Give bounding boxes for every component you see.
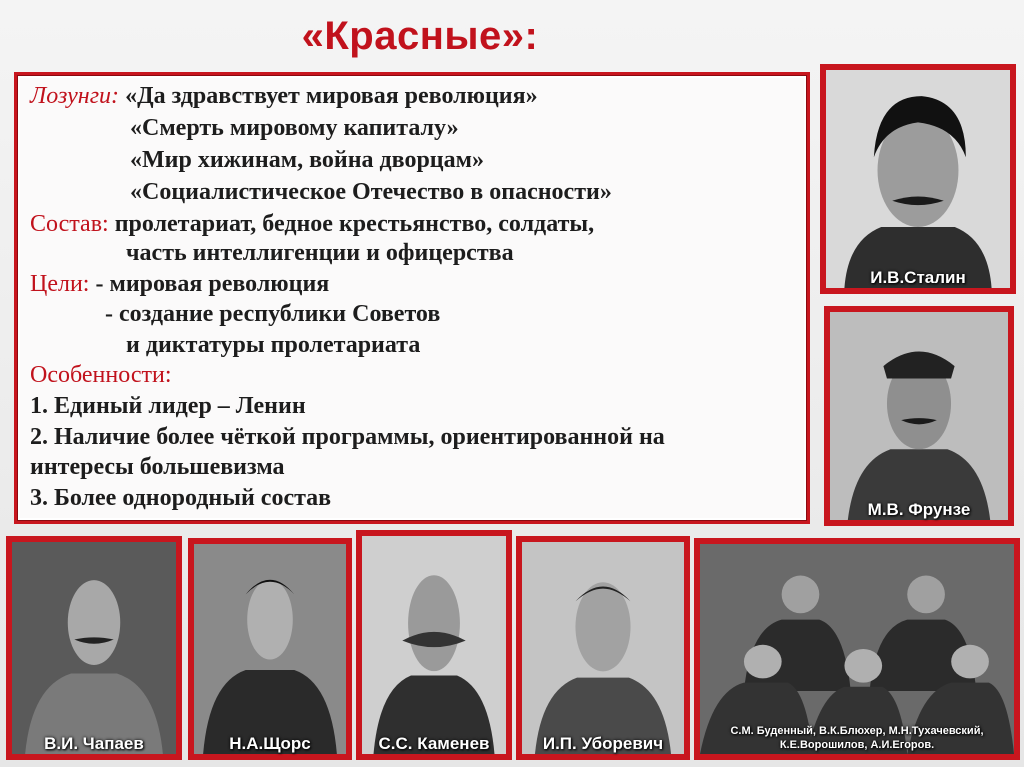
portrait-caption: Н.А.Щорс: [229, 734, 311, 753]
goals-text: - создание республики Советов: [105, 301, 441, 327]
goals-line-1: [30, 271, 329, 298]
group-caption-line: К.Е.Ворошилов, А.И.Егоров.: [779, 739, 935, 751]
composition-label: Состав: [30, 211, 103, 237]
slide-title: «Красные»:: [301, 14, 539, 58]
composition-text: часть интеллигенции и офицерства: [126, 240, 514, 266]
portrait-shchors: [188, 538, 352, 760]
features-label: Особенности: [30, 362, 165, 388]
features-sep: :: [164, 362, 172, 388]
slogan-item: «Социалистическое Отечество в опасности»: [130, 179, 612, 205]
features-text: 3. Более однородный состав: [30, 485, 332, 511]
portrait-chapaev: [6, 536, 182, 760]
goals-label: Цели:: [30, 271, 90, 297]
portrait-stalin: [820, 64, 1016, 294]
portrait-image: [522, 542, 684, 754]
group-caption-line: С.М. Буденный, В.К.Блюхер, М.Н.Тухачевский,: [730, 725, 984, 737]
portrait-image: [12, 542, 176, 754]
portrait-caption: М.В. Фрунзе: [867, 500, 971, 519]
portrait-uborevich: [516, 536, 690, 760]
composition-sep: :: [102, 211, 109, 237]
slogans-line-1: [30, 83, 538, 110]
features-heading: [30, 362, 171, 389]
portrait-image: [700, 544, 1014, 754]
goals-text: и диктатуры пролетариата: [126, 332, 421, 358]
composition-text: пролетариат, бедное крестьянство, солдаты,: [114, 211, 595, 237]
portrait-image: [362, 536, 506, 754]
features-text: 2. Наличие более чёткой программы, ориентированной на: [30, 424, 665, 450]
slogan-item: «Мир хижинам, война дворцам»: [130, 147, 484, 173]
slogans-label: Лозунги:: [30, 83, 120, 109]
portrait-kamenev: [356, 530, 512, 760]
portrait-frunze: [824, 306, 1014, 526]
portrait-image: [826, 70, 1010, 288]
portrait-image: [830, 312, 1008, 520]
portrait-caption: И.В.Сталин: [870, 268, 966, 287]
goals-text: - мировая революция: [95, 271, 330, 297]
slogan-item: «Да здравствует мировая революция»: [125, 83, 538, 109]
portrait-caption: В.И. Чапаев: [44, 734, 144, 753]
group-caption: [694, 724, 1020, 752]
composition-line-1: [30, 211, 594, 238]
slogan-item: «Смерть мировому капиталу»: [130, 115, 459, 141]
portrait-group: [694, 538, 1020, 760]
portrait-image: [194, 544, 346, 754]
portrait-caption: С.С. Каменев: [378, 734, 490, 753]
features-text: интересы большевизма: [30, 454, 285, 480]
features-text: 1. Единый лидер – Ленин: [30, 393, 306, 419]
portrait-caption: И.П. Уборевич: [542, 734, 664, 753]
